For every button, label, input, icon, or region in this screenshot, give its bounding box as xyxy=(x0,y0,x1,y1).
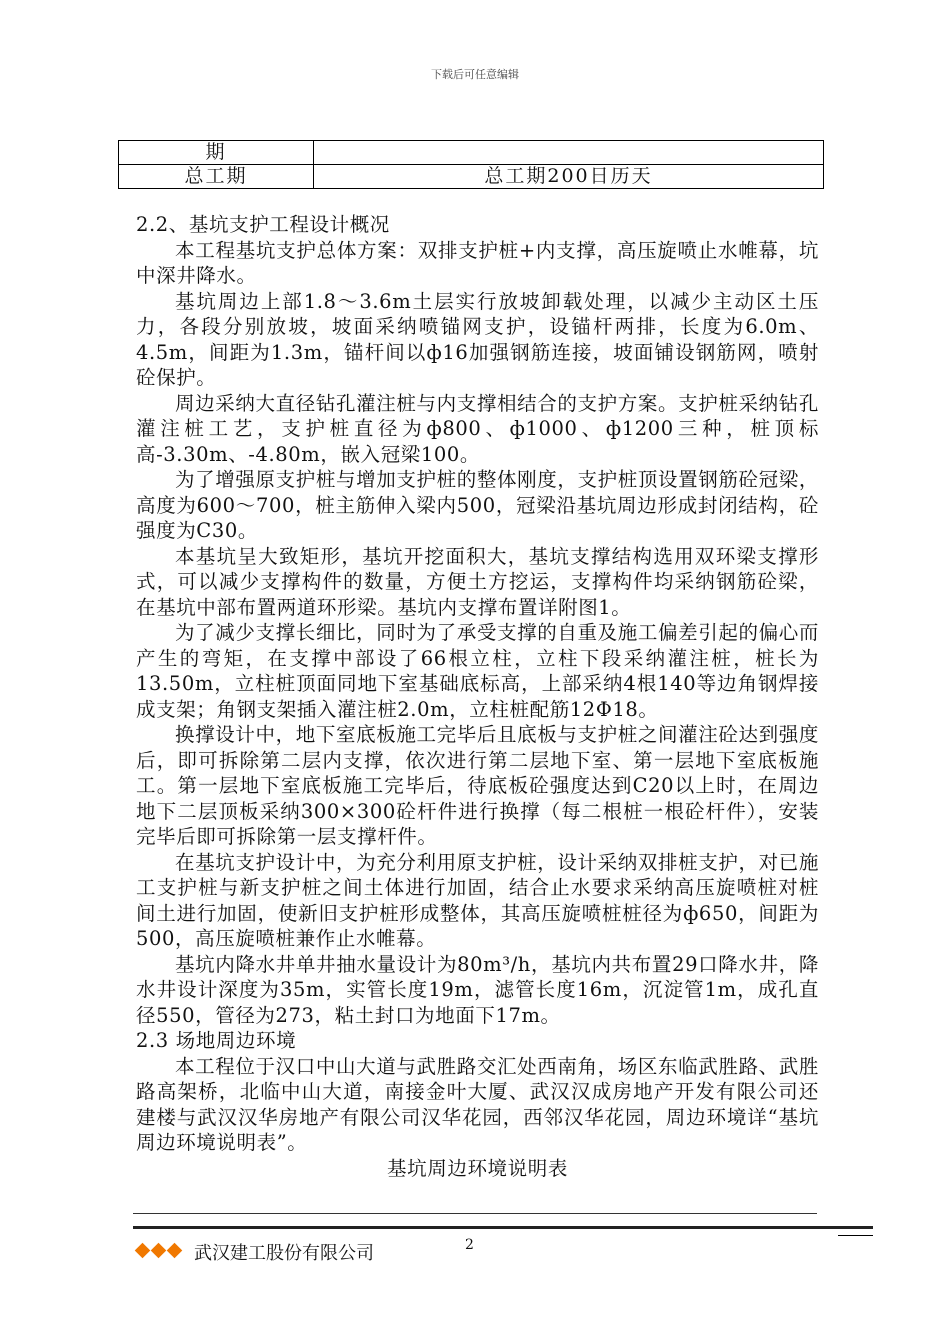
paragraph: 基坑内降水井单井抽水量设计为80m³/h，基坑内共布置29口降水井，降水井设计深度为35m，实管长度19m，滤管长度16m，沉淀管1m，成孔直径550，管径为273，粘土封口为地面下17m。 xyxy=(136,952,819,1027)
paragraph: 为了增强原支护桩与增加支护桩的整体刚度，支护桩顶设置钢筋砼冠梁，高度为600～700，桩主筋伸入梁内500，冠梁沿基坑周边形成封闭结构，砼强度为C30。 xyxy=(136,468,819,542)
section-heading: 2.3 场地周边环境 xyxy=(136,1029,297,1052)
company-logo xyxy=(137,1241,185,1259)
footer-divider-thick xyxy=(133,1226,873,1229)
table-cell-value xyxy=(314,141,824,165)
period-table xyxy=(118,140,824,189)
paragraph: 为了减少支撑长细比，同时为了承受支撑的自重及施工偏差引起的偏心而产生的弯矩，在支撑中部设了66根立柱，立柱下段采纳灌注桩，桩长为13.50m，立柱桩顶面同地下室基础底标高，上部采纳4根140等边角钢焊接成支架；角钢支架插入灌注桩2.0m，立柱桩配筋12Φ18。 xyxy=(136,621,819,721)
paragraph: 本工程基坑支护总体方案：双排支护桩+内支撑，高压旋喷止水帷幕，坑中深井降水。 xyxy=(136,238,819,287)
paragraph: 本工程位于汉口中山大道与武胜路交汇处西南角，场区东临武胜路、武胜路高架桥，北临中山大道，南接金叶大厦、武汉汉成房地产开发有限公司还建楼与武汉汉华房地产有限公司汉华花园，西邻汉华花园，周边环境详“基坑周边环境说明表”。 xyxy=(136,1054,819,1154)
diamond-icon xyxy=(151,1242,167,1258)
paragraph: 在基坑支护设计中，为充分利用原支护桩，设计采纳双排桩支护，对已施工支护桩与新支护桩之间土体进行加固，结合止水要求采纳高压旋喷桩对桩间土进行加固，使新旧支护桩形成整体，其高压旋喷桩桩径为ф650，间距为500，高压旋喷桩兼作止水帷幕。 xyxy=(136,850,819,950)
diamond-icon xyxy=(167,1242,183,1258)
paragraph: 基坑周边上部1.8～3.6m土层实行放坡卸载处理，以减少主动区土压力，各段分别放坡，坡面采纳喷锚网支护，设锚杆两排，长度为6.0m、4.5m，间距为1.3m，锚杆间以ф16加强钢筋连接，坡面铺设钢筋网，喷射砼保护。 xyxy=(136,289,819,389)
section-heading: 2.2、基坑支护工程设计概况 xyxy=(136,213,390,236)
table-row xyxy=(119,165,824,189)
header-watermark: 下载后可任意编辑 xyxy=(431,68,519,81)
paragraph: 换撑设计中，地下室底板施工完毕后且底板与支护桩之间灌注砼达到强度后，即可拆除第二层内支撑，依次进行第二层地下室、第一层地下室底板施工。第一层地下室底板施工完毕后，待底板砼强度达到C20以上时，在周边地下二层顶板采纳300×300砼杆件进行换撑（每二根桩一根砼杆件），安装完毕后即可拆除第一层支撑杆件。 xyxy=(136,723,819,848)
table-row xyxy=(119,141,824,165)
table-cell-label: 期 xyxy=(119,141,314,165)
footer-divider-thin xyxy=(133,1213,817,1214)
paragraph: 周边采纳大直径钻孔灌注桩与内支撑相结合的支护方案。支护桩采纳钻孔灌注桩工艺，支护桩直径为ф800、ф1000、ф1200三种，桩顶标高-3.30m、-4.80m，嵌入冠梁100。 xyxy=(136,391,819,466)
table-cell-label: 总工期 xyxy=(119,165,314,189)
page-number: 2 xyxy=(465,1237,474,1253)
paragraph: 本基坑呈大致矩形，基坑开挖面积大，基坑支撑结构选用双环梁支撑形式，可以减少支撑构件的数量，方便土方挖运，支撑构件均采纳钢筋砼梁，在基坑中部布置两道环形梁。基坑内支撑布置详附图1。 xyxy=(136,544,819,619)
footer-divider-short xyxy=(838,1235,873,1236)
company-name: 武汉建工股份有限公司 xyxy=(194,1243,374,1264)
diamond-icon xyxy=(135,1242,151,1258)
table-cell-value: 总工期200日历天 xyxy=(314,165,824,189)
table-caption: 基坑周边环境说明表 xyxy=(387,1156,568,1180)
document-body xyxy=(136,212,819,1181)
